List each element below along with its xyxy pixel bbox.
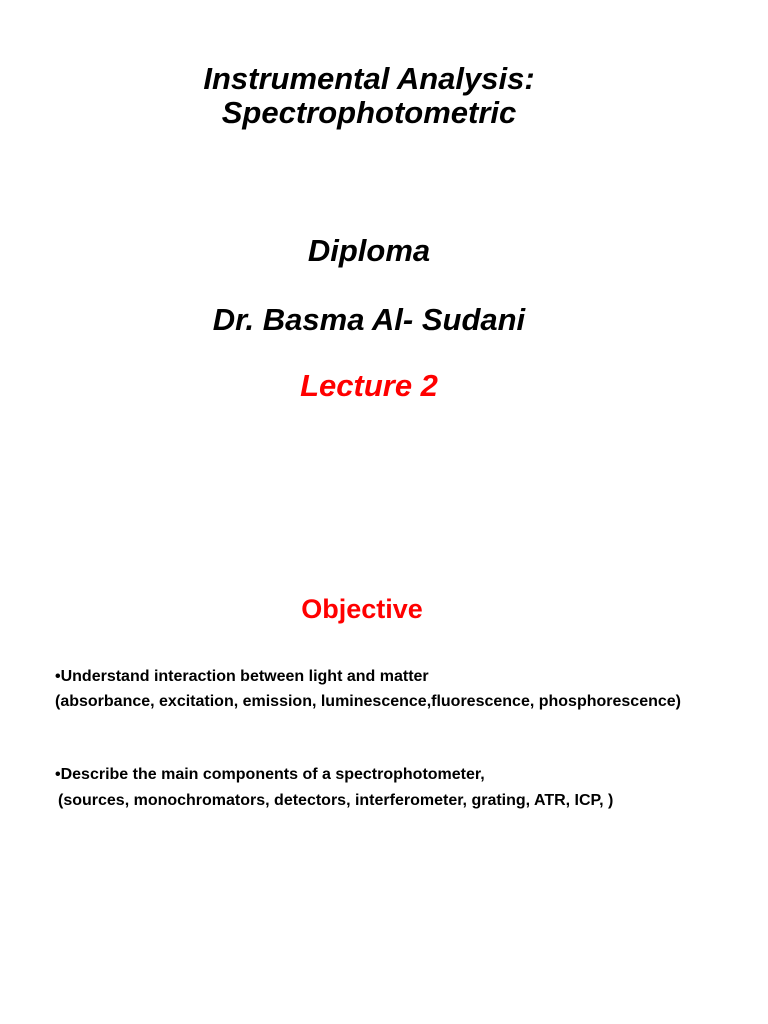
lecture-number: Lecture 2 xyxy=(300,368,438,403)
objective-bullet-1: •Understand interaction between light and matter xyxy=(55,668,429,685)
objective-heading: Objective xyxy=(301,594,423,624)
title-line-1: Instrumental Analysis: xyxy=(203,61,535,96)
title-line-2: Spectrophotometric xyxy=(221,95,517,130)
objective-bullet-1-detail: (absorbance, excitation, emission, luminescence,fluorescence, phosphorescence) xyxy=(55,693,681,710)
page-title xyxy=(0,62,738,130)
author-name: Dr. Basma Al- Sudani xyxy=(212,302,526,337)
objective-bullet-2: •Describe the main components of a spectrophotometer, xyxy=(55,766,485,783)
course-name: Diploma xyxy=(307,233,431,268)
objective-bullet-2-detail: (sources, monochromators, detectors, interferometer, grating, ATR, ICP, ) xyxy=(58,792,614,809)
